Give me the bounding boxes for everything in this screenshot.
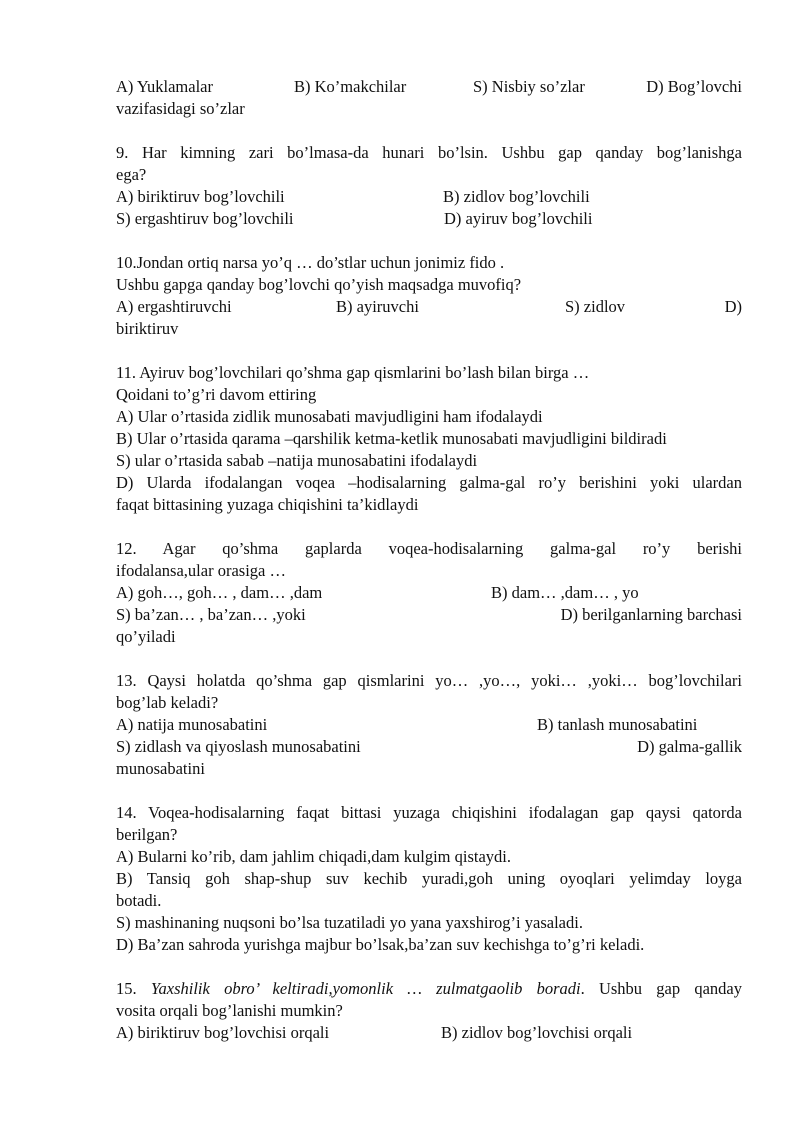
q11-option-b: B) Ular o’rtasida qarama –qarshilik ketma-ketlik munosabati mavjudligini bildiradi: [116, 429, 667, 448]
q14-option-s: S) mashinaning nuqsoni bo’lsa tuzatiladi yo yana yaxshirog’i yasaladi.: [116, 913, 583, 932]
q10-text-line1: 10.Jondan ortiq narsa yo’q … do’stlar uchun jonimiz fido .: [116, 253, 505, 272]
q13-option-d-continued: munosabatini: [116, 759, 205, 778]
q11-option-d-line2: faqat bittasining yuzaga chiqishini ta’kidlaydi: [116, 495, 419, 514]
q8-options-row: [116, 76, 742, 98]
q11-text-line1: 11. Ayiruv bog’lovchilari qo’shma gap qismlarini bo’lash bilan birga …: [116, 363, 590, 382]
q15-option-a: A) biriktiruv bog’lovchisi orqali: [116, 1023, 330, 1042]
q15-option-b: B) zidlov bog’lovchisi orqali: [441, 1023, 633, 1042]
q9-options-row1: [116, 186, 742, 208]
q9-text-line1: 9. Har kimning zari bo’lmasa-da hunari bo’lsin. Ushbu gap qanday bog’lanishga: [116, 143, 742, 162]
q11-option-a: A) Ular o’rtasida zidlik munosabati mavjudligini ham ifodalaydi: [116, 407, 543, 426]
q9-option-a: A) biriktiruv bog’lovchili: [116, 187, 285, 206]
q13-option-d: D) galma-gallik: [637, 737, 742, 756]
q14-text-line2: berilgan?: [116, 825, 178, 844]
q8-option-d: D) Bog’lovchi: [646, 77, 742, 96]
q12-options-row2: [116, 604, 742, 626]
q13-text-line1: 13. Qaysi holatda qo’shma gap qismlarini yo… ,yo…, yoki… ,yoki… bog’lovchilari: [116, 671, 742, 690]
q12-option-d: D) berilganlarning barchasi: [560, 605, 742, 624]
q15-question: . Ushbu gap qanday: [580, 979, 742, 998]
q14-text-line1: 14. Voqea-hodisalarning faqat bittasi yuzaga chiqishini ifodalagan gap qaysi qatorda: [116, 803, 742, 822]
q14-option-b-line2: botadi.: [116, 891, 162, 910]
q12-text-line1: 12. Agar qo’shma gaplarda voqea-hodisalarning galma-gal ro’y berishi: [116, 539, 742, 558]
q11-text-line2: Qoidani to’g’ri davom ettiring: [116, 385, 317, 404]
q10-option-s: S) zidlov: [565, 297, 626, 316]
q9-option-s: S) ergashtiruv bog’lovchili: [116, 209, 294, 228]
q15-number: 15.: [116, 979, 137, 998]
q13-options-row1: [116, 714, 742, 736]
q15-text-line2: vosita orqali bog’lanishi mumkin?: [116, 1001, 343, 1020]
q14-option-a: A) Bularni ko’rib, dam jahlim chiqadi,dam kulgim qistaydi.: [116, 847, 512, 866]
q14-option-d: D) Ba’zan sahroda yurishga majbur bo’lsak,ba’zan suv kechishga to’g’ri keladi.: [116, 935, 645, 954]
q12-text-line2: ifodalansa,ular orasiga …: [116, 561, 286, 580]
q13-options-row2: [116, 736, 742, 758]
q10-option-d-continued: biriktiruv: [116, 319, 179, 338]
q9-text-line2: ega?: [116, 165, 147, 184]
q15-text-line1: [116, 978, 742, 1000]
q12-options-row1: [116, 582, 742, 604]
q12-option-b: B) dam… ,dam… , yo: [491, 583, 639, 602]
q13-option-b: B) tanlash munosabatini: [537, 715, 698, 734]
q8-option-d-continued: vazifasidagi so’zlar: [116, 99, 245, 118]
q10-option-b: B) ayiruvchi: [336, 297, 419, 316]
q12-option-s: S) ba’zan… , ba’zan… ,yoki: [116, 605, 306, 624]
q9-option-b: B) zidlov bog’lovchili: [443, 187, 590, 206]
q13-text-line2: bog’lab keladi?: [116, 693, 219, 712]
q10-text-line2: Ushbu gapga qanday bog’lovchi qo’yish maqsadga muvofiq?: [116, 275, 522, 294]
q11-option-s: S) ular o’rtasida sabab –natija munosabatini ifodalaydi: [116, 451, 478, 470]
q12-option-a: A) goh…, goh… , dam… ,dam: [116, 583, 323, 602]
q8-option-s: S) Nisbiy so’zlar: [473, 77, 585, 96]
q15-options-row1: [116, 1022, 742, 1044]
q10-options-row: [116, 296, 742, 318]
q14-option-b-line1: B) Tansiq goh shap-shup suv kechib yuradi,goh uning oyoqlari yelimday loyga: [116, 869, 742, 888]
q8-option-b: B) Ko’makchilar: [294, 77, 407, 96]
q11-option-d-line1: D) Ularda ifodalangan voqea –hodisalarning galma-gal ro’y berishini yoki ulardan: [116, 473, 742, 492]
document-page: [116, 76, 742, 1044]
q9-options-row2: [116, 208, 742, 230]
q8-option-a: A) Yuklamalar: [116, 77, 213, 96]
q15-italic-sentence: Yaxshilik obro’ keltiradi,yomonlik … zulmatgaolib boradi: [150, 979, 581, 998]
q13-option-s: S) zidlash va qiyoslash munosabatini: [116, 737, 361, 756]
q10-option-d: D): [724, 297, 742, 316]
q12-option-d-continued: qo’yiladi: [116, 627, 176, 646]
q10-option-a: A) ergashtiruvchi: [116, 297, 232, 316]
q13-option-a: A) natija munosabatini: [116, 715, 268, 734]
q9-option-d: D) ayiruv bog’lovchili: [444, 209, 593, 228]
